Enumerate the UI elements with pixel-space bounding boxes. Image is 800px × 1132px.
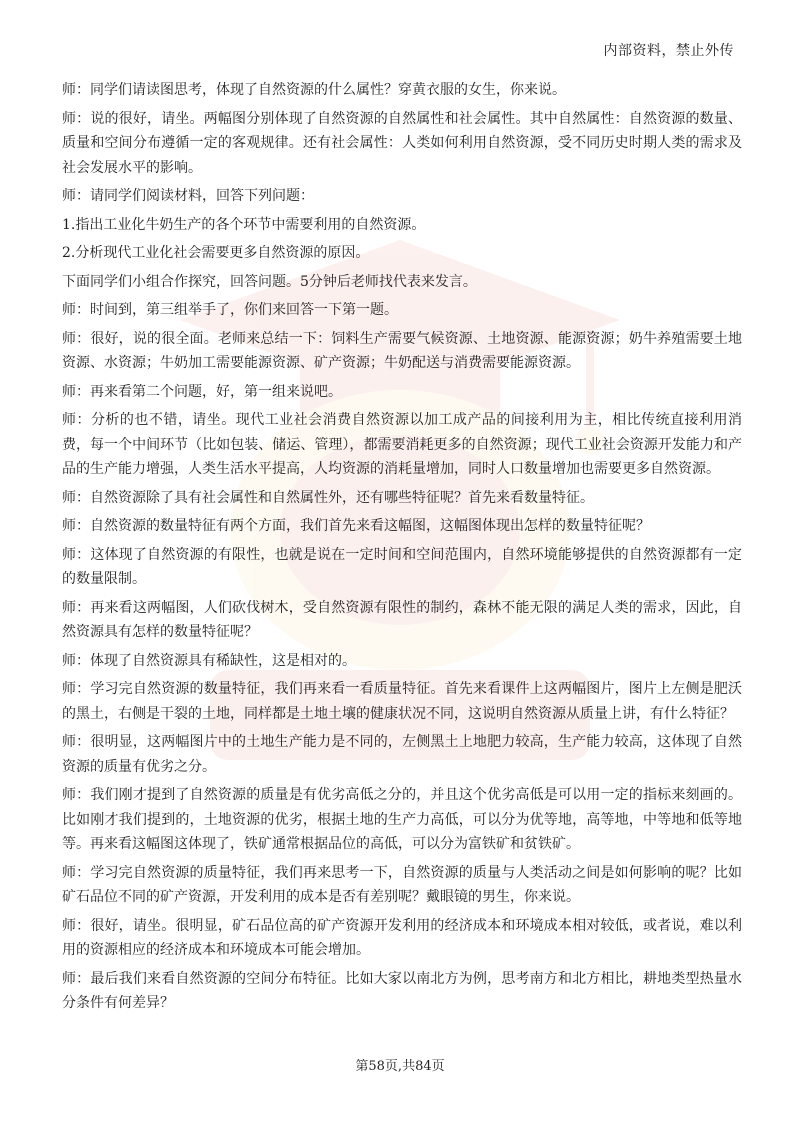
paragraph: 师：请同学们阅读材料，回答下列问题： (62, 188, 314, 204)
page-number: 第58页,共84页 (355, 1059, 445, 1074)
paragraph: 师：很好，说的很全面。老师来总结一下：饲料生产需要气候资源、土地资源、能源资源；奶牛养殖需要土地资源、水资源；牛奶加工需要能源资源、矿产资源；牛奶配送与消费需要能源资源。 (62, 330, 742, 371)
paragraph: 1.指出工业化牛奶生产的各个环节中需要利用的自然资源。 (62, 216, 426, 233)
paragraph: 师：再来看第二个问题，好，第一组来说吧。 (62, 383, 342, 400)
paragraph: 师：最后我们来看自然资源的空间分布特征。比如大家以南北方为例，思考南方和北方相比，耕地类型热量水分条件有何差异？ (62, 970, 742, 1011)
paragraph: 师：说的很好，请坐。两幅图分别体现了自然资源的自然属性和社会属性。其中自然属性：自然资源的数量、质量和空间分布遵循一定的客观规律。还有社会属性：人类如何利用自然资源，受不同历史时期人类的需求及社会发展水平的影响。 (62, 110, 742, 176)
paragraph: 2.分析现代工业化社会需要更多自然资源的原因。 (62, 245, 370, 261)
paragraph: 师：自然资源的数量特征有两个方面，我们首先来看这幅图，这幅图体现出怎样的数量特征呢？ (62, 518, 650, 534)
paragraph: 师：这体现了自然资源的有限性，也就是说在一定时间和空间范围内，自然环境能够提供的自然资源都有一定的数量限制。 (62, 546, 742, 587)
paragraph: 师：体现了自然资源具有稀缺性，这是相对的。 (62, 652, 356, 669)
confidential-note: 内部资料，禁止外传 (603, 43, 734, 59)
paragraph: 师：自然资源除了具有社会属性和自然属性外，还有哪些特征呢？首先来看数量特征。 (62, 489, 594, 506)
paragraph: 师：再来看这两幅图，人们砍伐树木，受自然资源有限性的制约，森林不能无限的满足人类的需求，因此，自然资源具有怎样的数量特征呢？ (62, 599, 742, 640)
paragraph: 师：时间到，第三组举手了，你们来回答一下第一题。 (62, 302, 398, 318)
paragraph: 下面同学们小组合作探究，回答问题。5分钟后老师找代表来发言。 (62, 273, 477, 290)
paragraph: 师：学习完自然资源的质量特征，我们再来思考一下，自然资源的质量与人类活动之间是如何影响的呢？比如矿石品位不同的矿产资源，开发利用的成本是否有差别呢？戴眼镜的男生，你来说。 (62, 864, 742, 905)
paragraph: 师：同学们请读图思考，体现了自然资源的什么属性？穿黄衣服的女生，你来说。 (62, 82, 566, 98)
paragraph: 师：学习完自然资源的数量特征，我们再来看一看质量特征。首先来看课件上这两幅图片，图片上左侧是肥沃的黑土，右侧是干裂的土地，同样都是土地土壤的健康状况不同，这说明自然资源从质量上讲，有什么特征？ (62, 681, 742, 722)
paragraph: 师：分析的也不错，请坐。现代工业社会消费自然资源以加工成产品的间接利用为主，相比传统直接利用消费，每一个中间环节（比如包装、储运、管理），都需要消耗更多的自然资源；现代工业社会资源开发能力和产品的生产能力增强，人类生活水平提高，人均资源的消耗量增加，同时人口数量增加也需要更多自然资源。 (62, 412, 742, 477)
paragraph: 师：很好，请坐。很明显，矿石品位高的矿产资源开发利用的经济成本和环境成本相对较低，或者说，难以利用的资源相应的经济成本和环境成本可能会增加。 (62, 917, 742, 958)
document-body (62, 78, 742, 1020)
paragraph: 师：我们刚才提到了自然资源的质量是有优劣高低之分的，并且这个优劣高低是可以用一定的指标来刻画的。比如刚才我们提到的，土地资源的优劣，根据土地的生产力高低，可以分为优等地，高等地，中等地和低等地等。再来看这幅图这体现了，铁矿通常根据品位的高低，可以分为富铁矿和贫铁矿。 (62, 787, 742, 852)
paragraph: 师：很明显，这两幅图片中的土地生产能力是不同的，左侧黑土上地肥力较高，生产能力较高，这体现了自然资源的质量有优劣之分。 (62, 734, 742, 775)
